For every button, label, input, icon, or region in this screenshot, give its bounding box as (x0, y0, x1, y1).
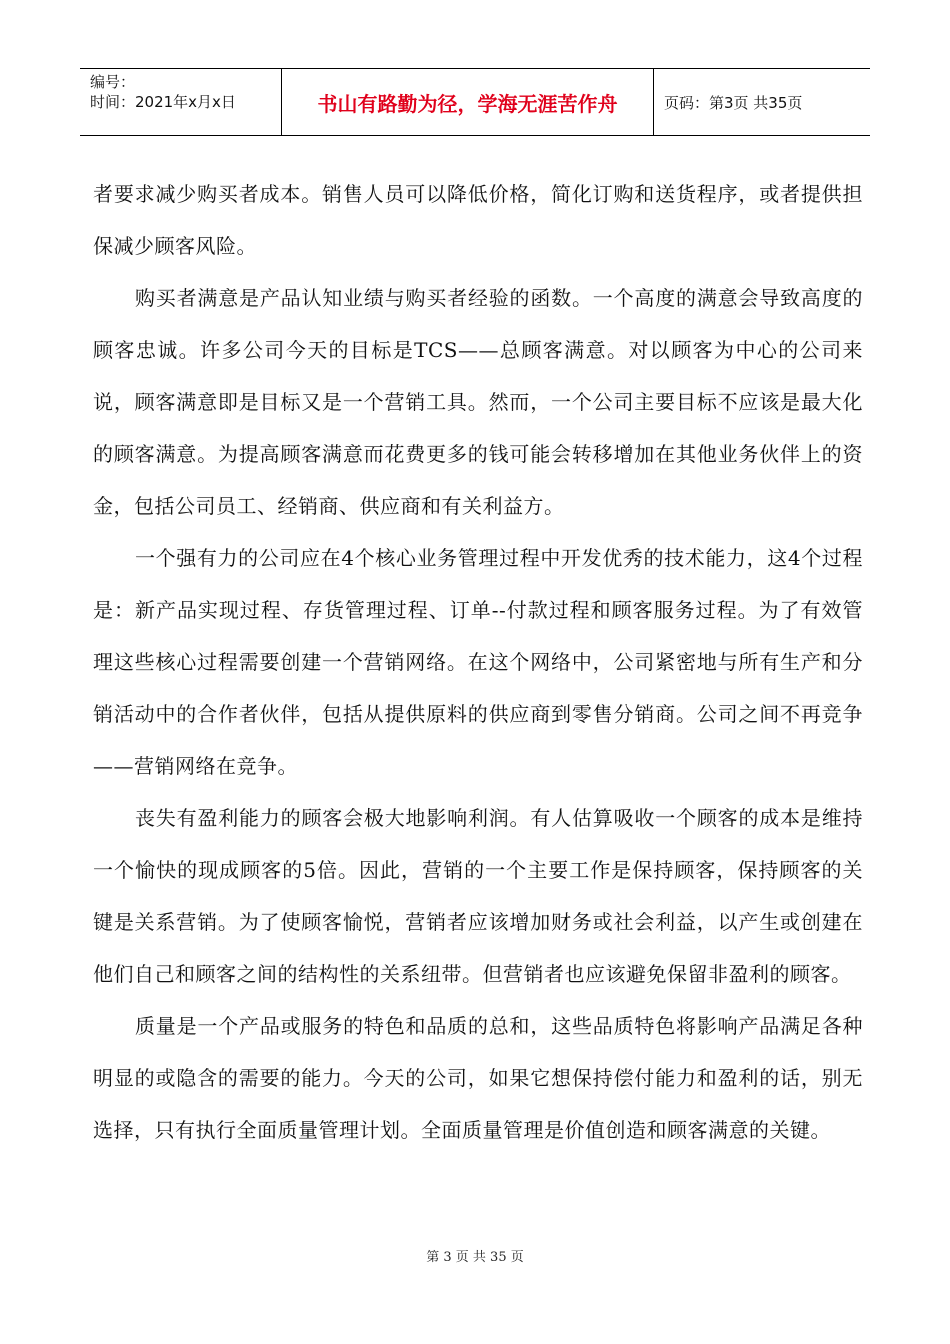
header-motto-cell (282, 69, 654, 135)
serial-label: 编号： (90, 73, 136, 91)
header-meta-cell (80, 69, 282, 135)
paragraph-core-processes: 一个强有力的公司应在4个核心业务管理过程中开发优秀的技术能力，这4个过程是：新产品实现过程、存货管理过程、订单--付款过程和顾客服务过程。为了有效管理这些核心过程需要创建一个营销网络。在这个网络中，公司紧密地与所有生产和分销活动中的合作者伙伴，包括从提供原料的供应商到零售分销商。公司之间不再竞争——营销网络在竞争。 (93, 546, 863, 778)
footer-page-number: 第 3 页 共 35 页 (426, 1250, 524, 1265)
page-footer (0, 1246, 950, 1265)
header-page-cell (654, 69, 870, 135)
paragraph-continued: 者要求减少购买者成本。销售人员可以降低价格，简化订购和送货程序，或者提供担保减少顾客风险。 (93, 182, 863, 258)
page-header (80, 68, 870, 136)
header-motto: 书山有路勤为径，学海无涯苦作舟 (317, 91, 618, 116)
header-page-info: 页码：第3页 共35页 (664, 93, 803, 112)
paragraph-quality: 质量是一个产品或服务的特色和品质的总和，这些品质特色将影响产品满足各种明显的或隐含的需要的能力。今天的公司，如果它想保持偿付能力和盈利的话，别无选择，只有执行全面质量管理计划。全面质量管理是价值创造和顾客满意的关键。 (93, 1014, 863, 1142)
document-body (93, 168, 863, 1156)
paragraph-customer-retention: 丧失有盈利能力的顾客会极大地影响利润。有人估算吸收一个顾客的成本是维持一个愉快的现成顾客的5倍。因此，营销的一个主要工作是保持顾客，保持顾客的关键是关系营销。为了使顾客愉悦，营销者应该增加财务或社会利益，以产生或创建在他们自己和顾客之间的结构性的关系纽带。但营销者也应该避免保留非盈利的顾客。 (93, 806, 863, 986)
paragraph-customer-satisfaction: 购买者满意是产品认知业绩与购买者经验的函数。一个高度的满意会导致高度的顾客忠诚。许多公司今天的目标是TCS——总顾客满意。对以顾客为中心的公司来说，顾客满意即是目标又是一个营销工具。然而，一个公司主要目标不应该是最大化的顾客满意。为提高顾客满意而花费更多的钱可能会转移增加在其他业务伙伴上的资金，包括公司员工、经销商、供应商和有关利益方。 (93, 286, 863, 518)
date-label: 时间：2021年x月x日 (90, 93, 236, 111)
